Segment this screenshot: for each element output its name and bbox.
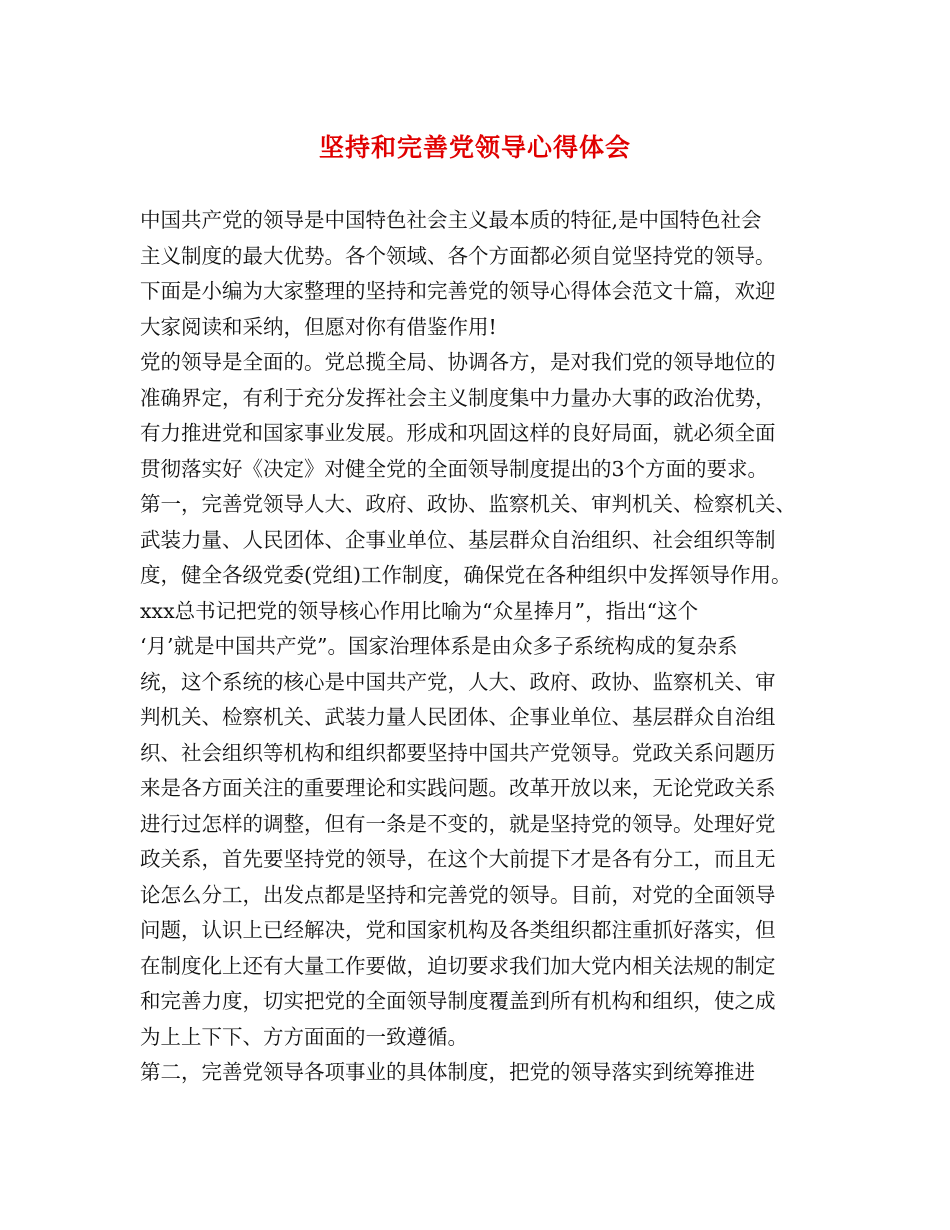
body-line: 准确界定，有利于充分发挥社会主义制度集中力量办大事的政治优势， (140, 385, 776, 410)
body-line: 来是各方面关注的重要理论和实践问题。改革开放以来，无论党政关系 (140, 776, 776, 800)
body-line: 统，这个系统的核心是中国共产党，人大、政府、政协、监察机关、审 (140, 669, 776, 694)
body-line: 论怎么分工，出发点都是坚持和完善党的领导。目前，对党的全面领导 (140, 882, 776, 907)
body-line: 中国共产党的领导是中国特色社会主义最本质的特征,是中国特色社会 (140, 208, 762, 232)
body-line: 有力推进党和国家事业发展。形成和巩固这样的良好局面，就必须全面 (140, 421, 776, 445)
body-line: 大家阅读和采纳，但愿对你有借鉴作用! (140, 314, 497, 339)
body-line: 和完善力度，切实把党的全面领导制度覆盖到所有机构和组织，使之成 (140, 989, 776, 1013)
body-line: 党的领导是全面的。党总揽全局、协调各方，是对我们党的领导地位的 (140, 350, 776, 374)
body-line: 武装力量、人民团体、企事业单位、基层群众自治组织、社会组织等制 (140, 527, 776, 552)
document-title: 坚持和完善党领导心得体会 (318, 133, 631, 162)
body-line: 主义制度的最大优势。各个领域、各个方面都必须自觉坚持党的领导。 (140, 243, 776, 268)
body-line: 为上上下下、方方面面的一致遵循。 (140, 1024, 468, 1049)
body-line: 织、社会组织等机构和组织都要坚持中国共产党领导。党政关系问题历 (140, 740, 776, 765)
body-line: 第二，完善党领导各项事业的具体制度，把党的领导落实到统筹推进 (140, 1060, 755, 1084)
body-line: xxx总书记把党的领导核心作用比喻为“众星捧月”，指出“这个 (140, 598, 699, 623)
body-line: 第一，完善党领导人大、政府、政协、监察机关、审判机关、检察机关、 (140, 492, 796, 516)
body-line: 进行过怎样的调整，但有一条是不变的，就是坚持党的领导。处理好党 (140, 811, 776, 836)
body-line: 政关系，首先要坚持党的领导，在这个大前提下才是各有分工，而且无 (140, 847, 776, 871)
body-line: ‘月’就是中国共产党”。国家治理体系是由众多子系统构成的复杂系 (140, 634, 738, 658)
body-line: 度，健全各级党委(党组)工作制度，确保党在各种组织中发挥领导作用。 (140, 563, 792, 587)
body-line: 判机关、检察机关、武装力量人民团体、企事业单位、基层群众自治组 (140, 705, 776, 729)
body-line: 下面是小编为大家整理的坚持和完善党的领导心得体会范文十篇，欢迎 (140, 279, 776, 303)
document-body (140, 203, 830, 1091)
body-line: 贯彻落实好《决定》对健全党的全面领导制度提出的3个方面的要求。 (140, 456, 769, 481)
body-line: 在制度化上还有大量工作要做，迫切要求我们加大党内相关法规的制定 (140, 953, 776, 978)
body-line: 问题，认识上已经解决，党和国家机构及各类组织都注重抓好落实，但 (140, 918, 776, 942)
